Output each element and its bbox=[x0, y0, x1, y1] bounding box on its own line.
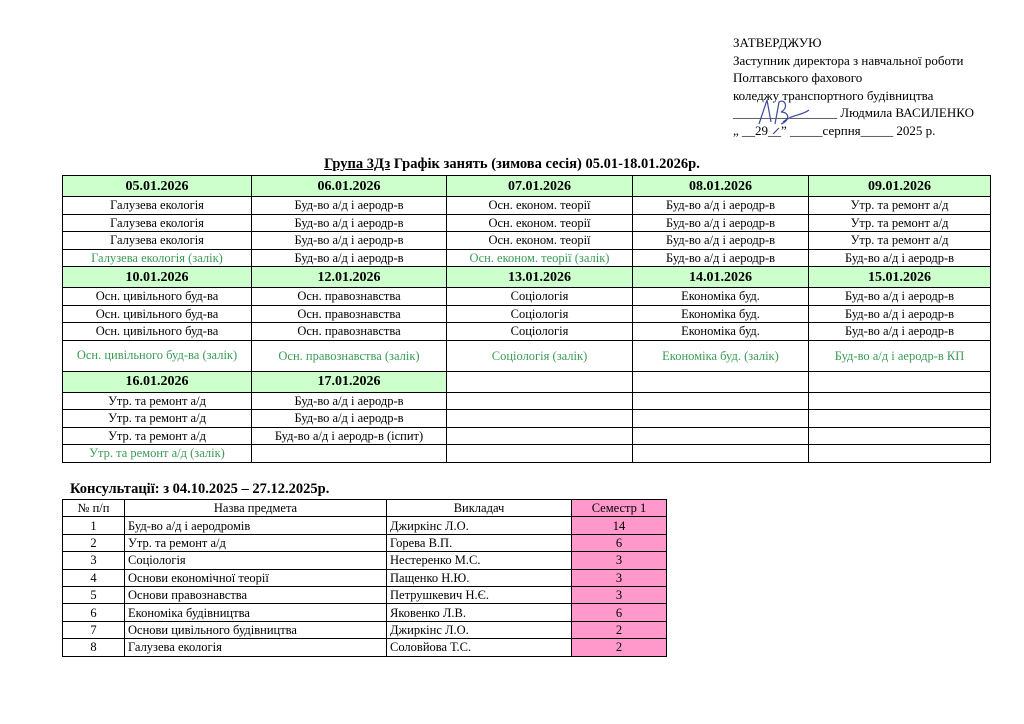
lesson-cell: Соціологія bbox=[447, 305, 633, 323]
approval-position-line3: коледжу транспортного будівництва bbox=[733, 87, 934, 103]
hours-value: 3 bbox=[572, 552, 667, 569]
lesson-cell: Буд-во а/д і аеродр-в (іспит) bbox=[252, 427, 447, 445]
lesson-cell: Буд-во а/д і аеродр-в bbox=[252, 410, 447, 428]
lesson-cell: Осн. економ. теорії (залік) bbox=[447, 249, 633, 267]
lesson-cell: Осн. правознавства (залік) bbox=[252, 340, 447, 371]
empty-cell bbox=[252, 445, 447, 463]
lesson-row bbox=[63, 410, 991, 428]
teacher-name: Джиркінс Л.О. bbox=[387, 621, 572, 638]
hours-value: 2 bbox=[572, 639, 667, 656]
lesson-cell: Буд-во а/д і аеродр-в bbox=[252, 232, 447, 250]
column-header: Викладач bbox=[387, 500, 572, 517]
date-header-row bbox=[63, 267, 991, 288]
consultations-header-row bbox=[63, 500, 667, 517]
empty-cell bbox=[447, 371, 633, 392]
lesson-row bbox=[63, 305, 991, 323]
empty-cell bbox=[809, 427, 991, 445]
lesson-cell: Осн. економ. теорії bbox=[447, 197, 633, 215]
lesson-cell: Осн. цивільного буд-ва bbox=[63, 288, 252, 306]
subject-name: Соціологія bbox=[125, 552, 387, 569]
lesson-row bbox=[63, 323, 991, 341]
lesson-cell: Утр. та ремонт а/д bbox=[63, 410, 252, 428]
lesson-cell: Утр. та ремонт а/д bbox=[809, 197, 991, 215]
subject-name: Основи економічної теорії bbox=[125, 569, 387, 586]
date-header: 17.01.2026 bbox=[252, 371, 447, 392]
lesson-cell: Буд-во а/д і аеродр-в bbox=[252, 214, 447, 232]
hours-value: 3 bbox=[572, 569, 667, 586]
lesson-cell: Буд-во а/д і аеродр-в bbox=[633, 197, 809, 215]
lesson-cell: Утр. та ремонт а/д bbox=[809, 232, 991, 250]
lesson-row bbox=[63, 340, 991, 371]
lesson-cell: Буд-во а/д і аеродр-в bbox=[809, 249, 991, 267]
table-row bbox=[63, 569, 667, 586]
group-name: Група 3Дз bbox=[324, 156, 391, 172]
date-header: 05.01.2026 bbox=[63, 176, 252, 197]
lesson-row bbox=[63, 197, 991, 215]
date-header: 16.01.2026 bbox=[63, 371, 252, 392]
empty-cell bbox=[447, 427, 633, 445]
approval-position-line1: Заступник директора з навчальної роботи bbox=[733, 52, 964, 68]
teacher-name: Нестеренко М.С. bbox=[387, 552, 572, 569]
date-header: 06.01.2026 bbox=[252, 176, 447, 197]
date-header: 10.01.2026 bbox=[63, 267, 252, 288]
table-row bbox=[63, 534, 667, 551]
lesson-cell: Економіка буд. bbox=[633, 288, 809, 306]
table-row bbox=[63, 552, 667, 569]
table-row bbox=[63, 604, 667, 621]
subject-name: Економіка будівництва bbox=[125, 604, 387, 621]
lesson-row bbox=[63, 214, 991, 232]
column-header: Назва предмета bbox=[125, 500, 387, 517]
teacher-name: Соловйова Т.С. bbox=[387, 639, 572, 656]
row-number: 5 bbox=[63, 586, 125, 603]
empty-cell bbox=[809, 410, 991, 428]
date-header: 07.01.2026 bbox=[447, 176, 633, 197]
handwritten-signature bbox=[745, 94, 815, 134]
row-number: 8 bbox=[63, 639, 125, 656]
lesson-cell: Економіка буд. bbox=[633, 323, 809, 341]
row-number: 4 bbox=[63, 569, 125, 586]
subject-name: Утр. та ремонт а/д bbox=[125, 534, 387, 551]
lesson-cell: Осн. правознавства bbox=[252, 288, 447, 306]
lesson-cell: Буд-во а/д і аеродр-в bbox=[633, 249, 809, 267]
subject-name: Основи правознавства bbox=[125, 586, 387, 603]
lesson-cell: Буд-во а/д і аеродр-в bbox=[252, 249, 447, 267]
lesson-cell: Осн. цивільного буд-ва bbox=[63, 305, 252, 323]
row-number: 3 bbox=[63, 552, 125, 569]
lesson-cell: Економіка буд. bbox=[633, 305, 809, 323]
table-row bbox=[63, 517, 667, 534]
lesson-cell: Утр. та ремонт а/д bbox=[63, 392, 252, 410]
lesson-cell: Соціологія bbox=[447, 288, 633, 306]
schedule-table bbox=[62, 175, 991, 463]
hours-value: 14 bbox=[572, 517, 667, 534]
approval-date: „ __29__” _____серпня_____ 2025 р. bbox=[733, 122, 936, 138]
table-row bbox=[63, 639, 667, 656]
empty-cell bbox=[633, 427, 809, 445]
lesson-cell: Буд-во а/д і аеродр-в bbox=[809, 305, 991, 323]
hours-value: 3 bbox=[572, 586, 667, 603]
approval-position-line2: Полтавського фахового bbox=[733, 70, 863, 85]
date-header: 08.01.2026 bbox=[633, 176, 809, 197]
date-header-row bbox=[63, 371, 991, 392]
teacher-name: Горева В.П. bbox=[387, 534, 572, 551]
lesson-cell: Утр. та ремонт а/д bbox=[809, 214, 991, 232]
empty-cell bbox=[633, 445, 809, 463]
lesson-row bbox=[63, 445, 991, 463]
date-header: 14.01.2026 bbox=[633, 267, 809, 288]
teacher-name: Яковенко Л.В. bbox=[387, 604, 572, 621]
lesson-cell: Буд-во а/д і аеродр-в КП bbox=[809, 340, 991, 371]
lesson-cell: Осн. економ. теорії bbox=[447, 214, 633, 232]
consultations-title: Консультації: з 04.10.2025 – 27.12.2025р. bbox=[70, 481, 330, 497]
lesson-cell: Осн. цивільного буд-ва bbox=[63, 323, 252, 341]
subject-name: Основи цивільного будівництва bbox=[125, 621, 387, 638]
lesson-cell: Буд-во а/д і аеродр-в bbox=[809, 323, 991, 341]
teacher-name: Джиркінс Л.О. bbox=[387, 517, 572, 534]
lesson-cell: Економіка буд. (залік) bbox=[633, 340, 809, 371]
empty-cell bbox=[809, 445, 991, 463]
date-header-row bbox=[63, 176, 991, 197]
lesson-row bbox=[63, 427, 991, 445]
subject-name: Буд-во а/д і аеродромів bbox=[125, 517, 387, 534]
empty-cell bbox=[447, 410, 633, 428]
lesson-row bbox=[63, 392, 991, 410]
consultations-table bbox=[62, 499, 667, 657]
approval-signature-line bbox=[733, 104, 974, 122]
row-number: 6 bbox=[63, 604, 125, 621]
subject-name: Галузева екологія bbox=[125, 639, 387, 656]
date-header: 12.01.2026 bbox=[252, 267, 447, 288]
hours-value: 6 bbox=[572, 604, 667, 621]
empty-cell bbox=[633, 371, 809, 392]
lesson-row bbox=[63, 288, 991, 306]
lesson-cell: Утр. та ремонт а/д (залік) bbox=[63, 445, 252, 463]
row-number: 1 bbox=[63, 517, 125, 534]
teacher-name: Петрушкевич Н.Є. bbox=[387, 586, 572, 603]
teacher-name: Пащенко Н.Ю. bbox=[387, 569, 572, 586]
row-number: 2 bbox=[63, 534, 125, 551]
date-header: 09.01.2026 bbox=[809, 176, 991, 197]
hours-value: 6 bbox=[572, 534, 667, 551]
lesson-cell: Буд-во а/д і аеродр-в bbox=[633, 232, 809, 250]
lesson-cell: Буд-во а/д і аеродр-в bbox=[809, 288, 991, 306]
approval-signer: ________________ Людмила ВАСИЛЕНКО bbox=[733, 105, 974, 120]
lesson-cell: Буд-во а/д і аеродр-в bbox=[633, 214, 809, 232]
lesson-cell: Галузева екологія bbox=[63, 232, 252, 250]
lesson-cell: Осн. правознавства bbox=[252, 323, 447, 341]
lesson-cell: Галузева екологія bbox=[63, 214, 252, 232]
lesson-cell: Соціологія (залік) bbox=[447, 340, 633, 371]
date-header: 15.01.2026 bbox=[809, 267, 991, 288]
lesson-row bbox=[63, 232, 991, 250]
empty-cell bbox=[447, 392, 633, 410]
lesson-cell: Соціологія bbox=[447, 323, 633, 341]
empty-cell bbox=[633, 392, 809, 410]
empty-cell bbox=[809, 392, 991, 410]
empty-cell bbox=[809, 371, 991, 392]
lesson-cell: Галузева екологія (залік) bbox=[63, 249, 252, 267]
table-row bbox=[63, 586, 667, 603]
lesson-cell: Осн. цивільного буд-ва (залік) bbox=[63, 340, 252, 371]
date-header: 13.01.2026 bbox=[447, 267, 633, 288]
approval-heading: ЗАТВЕРДЖУЮ bbox=[733, 35, 822, 50]
lesson-cell: Буд-во а/д і аеродр-в bbox=[252, 197, 447, 215]
empty-cell bbox=[633, 410, 809, 428]
lesson-cell: Буд-во а/д і аеродр-в bbox=[252, 392, 447, 410]
column-header: Семестр 1 bbox=[572, 500, 667, 517]
hours-value: 2 bbox=[572, 621, 667, 638]
schedule-title bbox=[0, 156, 1024, 173]
schedule-period: Графік занять (зимова сесія) 05.01-18.01.2026р. bbox=[390, 156, 700, 172]
lesson-cell: Осн. правознавства bbox=[252, 305, 447, 323]
row-number: 7 bbox=[63, 621, 125, 638]
lesson-cell: Утр. та ремонт а/д bbox=[63, 427, 252, 445]
lesson-cell: Осн. економ. теорії bbox=[447, 232, 633, 250]
lesson-cell: Галузева екологія bbox=[63, 197, 252, 215]
column-header: № п/п bbox=[63, 500, 125, 517]
table-row bbox=[63, 621, 667, 638]
empty-cell bbox=[447, 445, 633, 463]
lesson-row bbox=[63, 249, 991, 267]
approval-block bbox=[733, 34, 974, 139]
